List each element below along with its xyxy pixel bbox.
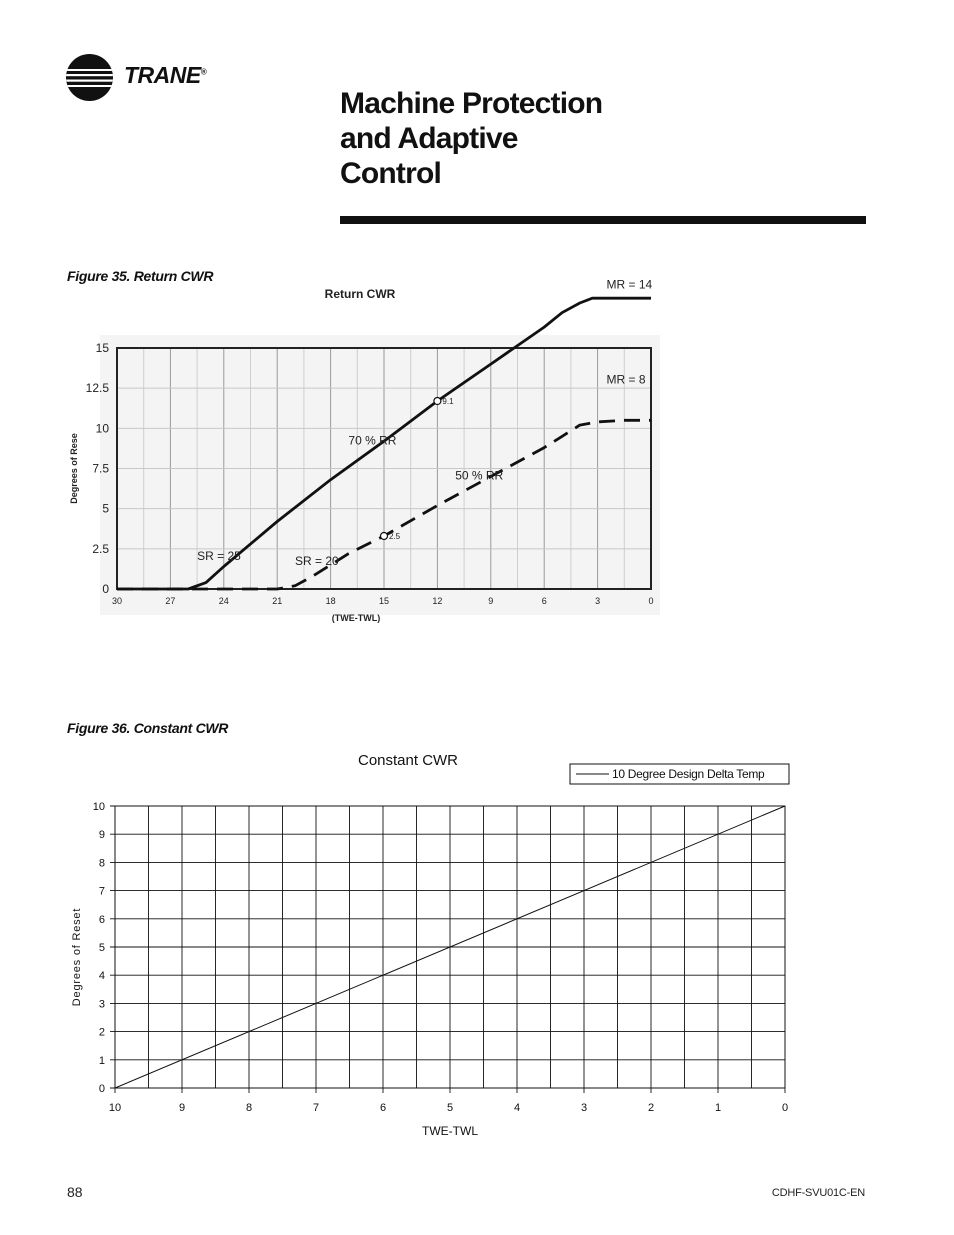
x-tick-label: 3 [595,596,601,606]
legend-label: 10 Degree Design Delta Temp [612,767,765,781]
x-tick-label: 18 [325,596,336,606]
brand-name: TRANE [124,62,201,88]
page-title [340,86,740,191]
chart-title: Return CWR [324,287,396,301]
x-tick-label: 15 [378,596,390,606]
data-marker-label: 2.5 [389,531,401,541]
data-marker [381,532,388,539]
y-tick-label: 0 [98,1083,105,1095]
y-tick-label: 7 [98,885,105,898]
page-title-line: and Adaptive [340,122,518,155]
x-tick-label: 6 [379,1102,387,1114]
x-tick-label: 24 [218,596,229,606]
x-tick-label: 3 [580,1102,588,1114]
figure-36-caption: Figure 36. Constant CWR [67,720,229,736]
y-tick-label: 5 [102,501,109,516]
chart-annotation: MR = 14 [606,280,653,292]
brand-wordmark [124,62,206,89]
x-tick-label: 6 [541,596,547,606]
y-axis-label: Degrees of Reset [71,907,83,1007]
x-tick-label: 0 [648,596,654,606]
x-axis-label: (TWE-TWL) [331,613,381,623]
y-tick-label: 2.5 [92,541,109,556]
y-tick-label: 3 [98,998,105,1011]
figure-35-caption: Figure 35. Return CWR [67,268,214,284]
data-marker-label: 9.1 [442,397,454,407]
y-axis-label: Degrees of Rese [69,433,79,504]
x-tick-label: 10 [108,1102,122,1114]
y-tick-label: 4 [98,970,105,983]
x-tick-label: 2 [647,1102,655,1114]
y-tick-label: 5 [98,942,105,954]
chart-annotation: SR = 25 [197,549,241,564]
data-marker [434,398,441,405]
chart-annotation: SR = 20 [295,553,339,568]
plot-background [100,335,660,615]
y-tick-label: 10 [95,421,109,436]
x-tick-label: 7 [312,1102,320,1114]
x-tick-label: 0 [781,1102,789,1114]
x-tick-label: 27 [165,596,176,606]
page-title-line: Control [340,157,442,190]
y-tick-label: 7.5 [92,461,109,476]
chart-title: Constant CWR [357,752,459,769]
x-tick-label: 8 [245,1102,253,1114]
y-tick-label: 6 [98,913,105,926]
x-tick-label: 5 [446,1102,454,1114]
y-tick-label: 10 [92,801,105,813]
document-code: CDHF-SVU01C-EN [771,1187,865,1199]
return-cwr-chart [60,280,670,640]
x-tick-label: 30 [111,596,123,606]
chart-annotation: 50 % RR [455,468,504,483]
y-tick-label: 1 [98,1054,105,1067]
x-tick-label: 1 [714,1102,722,1114]
x-axis-label: TWE-TWL [422,1124,478,1138]
y-tick-label: 12.5 [85,381,109,396]
y-tick-label: 9 [98,829,105,842]
page-title-line: Machine Protection [340,87,603,120]
x-tick-label: 12 [432,596,443,606]
page-number: 88 [67,1184,83,1200]
chart-annotation: 70 % RR [348,433,397,448]
x-tick-label: 9 [488,596,494,606]
x-tick-label: 9 [178,1102,186,1114]
y-tick-label: 8 [98,857,105,870]
chart-annotation: MR = 8 [606,372,646,387]
y-tick-label: 0 [102,582,109,596]
y-tick-label: 15 [95,341,109,355]
x-tick-label: 4 [513,1102,521,1114]
y-tick-label: 2 [98,1026,105,1039]
brand-mark: ® [200,67,207,77]
constant-cwr-chart [60,745,810,1145]
title-rule [340,216,866,224]
x-tick-label: 21 [272,596,283,606]
